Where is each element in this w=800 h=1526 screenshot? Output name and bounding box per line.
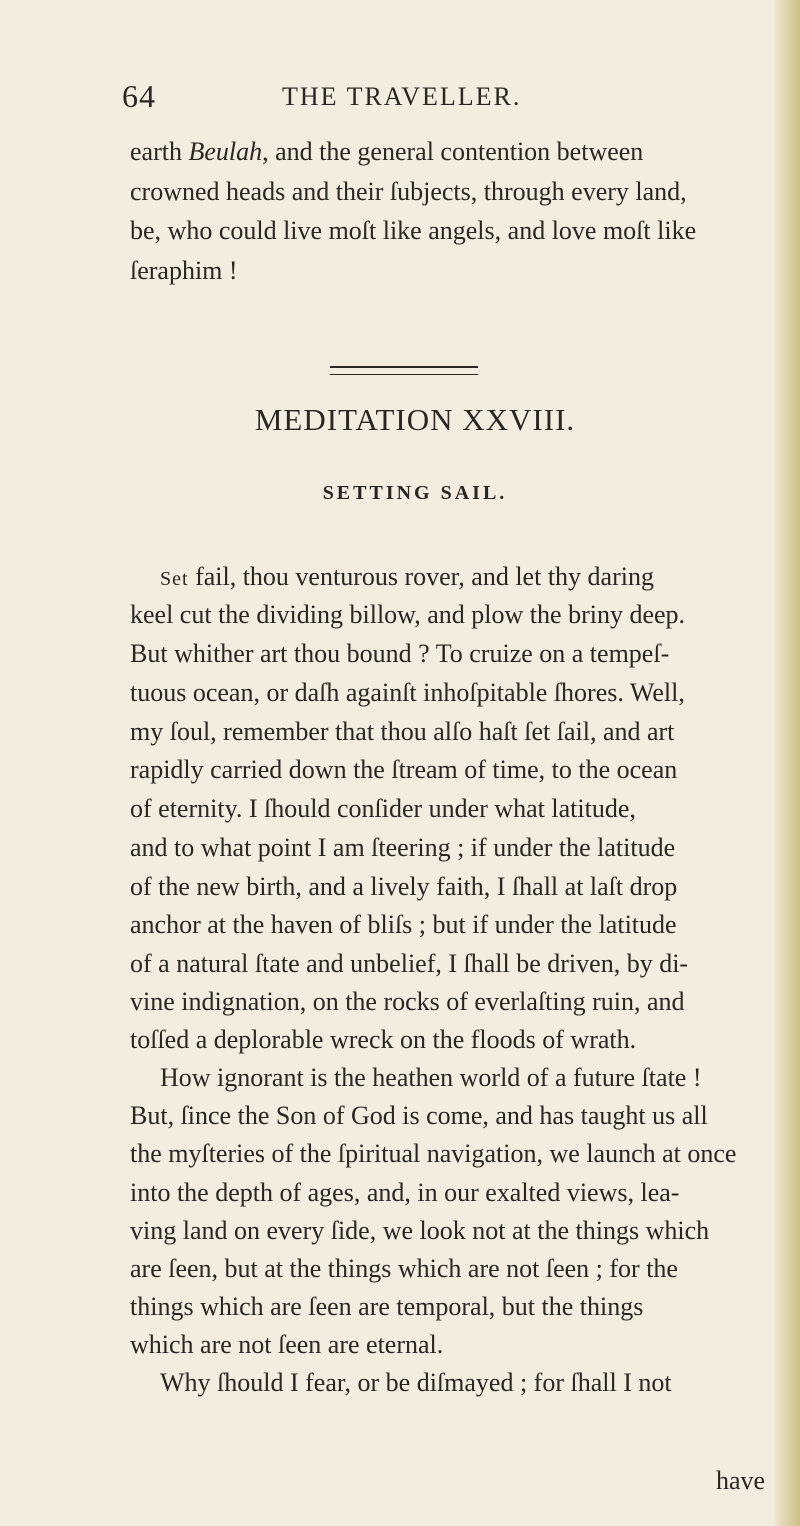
drop-word: Set <box>160 568 189 590</box>
body-line: of a natural ſtate and unbelief, I ſhall be driven, by di- <box>130 949 689 978</box>
body-line: But whither art thou bound ? To cruize on a tempeſ- <box>130 639 670 668</box>
para2-line: are ſeen, but at the things which are not ſeen ; for the <box>130 1254 678 1283</box>
body-line: rapidly carried down the ſtream of time, to the ocean <box>130 755 678 784</box>
para2-line: How ignorant is the heathen world of a future ſtate ! <box>160 1063 702 1092</box>
running-head: THE TRAVELLER. <box>282 82 522 111</box>
intro-line-1: earth Beulah, and the general contention between <box>130 137 644 166</box>
para2-line: ving land on every ſide, we look not at the things which <box>130 1216 710 1245</box>
para2-line: But, ſince the Son of God is come, and has taught us all <box>130 1101 708 1130</box>
body-line: and to what point I am ſteering ; if under the latitude <box>130 833 676 862</box>
body-line: keel cut the dividing billow, and plow the briny deep. <box>130 600 686 629</box>
intro-line-4: ſeraphim ! <box>130 256 238 285</box>
italic-word: Beulah <box>188 137 263 166</box>
body-line: vine indignation, on the rocks of everlaſting ruin, and <box>130 987 685 1016</box>
body-line: my ſoul, remember that thou alſo haſt ſet ſail, and art <box>130 717 675 746</box>
divider-rule <box>330 366 478 368</box>
body-line: of eternity. I ſhould conſider under what latitude, <box>130 794 636 823</box>
section-title: SETTING SAIL. <box>322 482 508 504</box>
body-line-1: Set fail, thou venturous rover, and let thy daring <box>160 562 654 591</box>
para2-line: the myſteries of the ſpiritual navigation, we launch at once <box>130 1139 737 1168</box>
page-edge <box>774 0 800 1526</box>
divider-rule-thin <box>330 374 478 375</box>
catchword: have <box>716 1466 766 1495</box>
body-line: anchor at the haven of bliſs ; but if under the latitude <box>130 910 677 939</box>
para2-line: which are not ſeen are eternal. <box>130 1330 444 1359</box>
para2-line: into the depth of ages, and, in our exalted views, lea- <box>130 1178 680 1207</box>
body-line: toſſed a deplorable wreck on the floods of wrath. <box>130 1025 637 1054</box>
meditation-title: MEDITATION XXVIII. <box>254 402 576 437</box>
intro-line-3: be, who could live moſt like angels, and love moſt like <box>130 216 697 245</box>
para2-line: things which are ſeen are temporal, but the things <box>130 1292 644 1321</box>
page-header <box>122 78 762 118</box>
body-line: tuous ocean, or daſh againſt inhoſpitable ſhores. Well, <box>130 678 685 707</box>
para3-line: Why ſhould I fear, or be diſmayed ; for ſhall I not <box>160 1368 672 1397</box>
intro-line-2: crowned heads and their ſubjects, through every land, <box>130 177 687 206</box>
body-line: of the new birth, and a lively faith, I ſhall at laſt drop <box>130 872 678 901</box>
page-number: 64 <box>122 78 156 114</box>
